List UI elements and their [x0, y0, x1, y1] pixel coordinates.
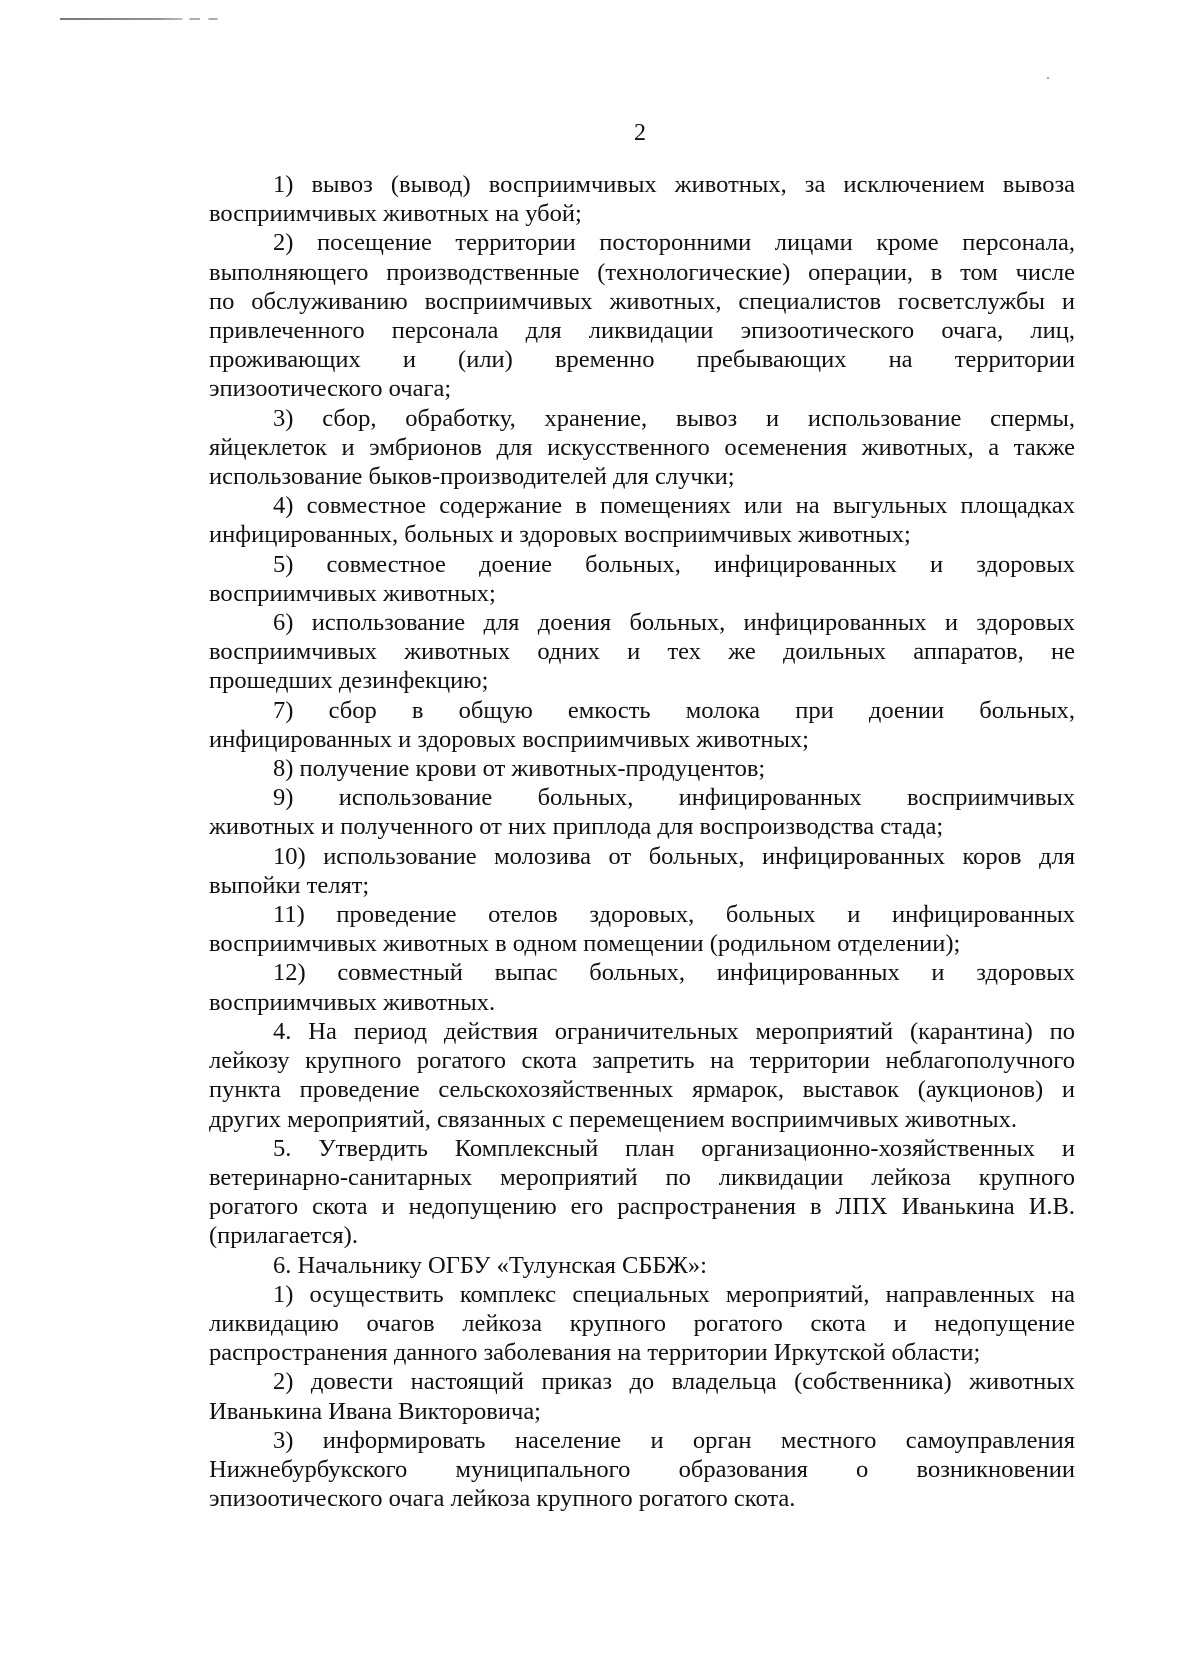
- text-line: Иванькина Ивана Викторовича;: [209, 1397, 541, 1425]
- paragraph: [209, 608, 1075, 696]
- text-line: рогатого скота и недопущению его распространения в ЛПХ Иванькина И.В.: [209, 1193, 1075, 1221]
- scan-artifact-line: [60, 18, 235, 20]
- text-line: 4) совместное содержание в помещениях или на выгульных площадках: [273, 492, 1075, 520]
- text-line: 2) посещение территории посторонними лицами кроме персонала,: [273, 229, 1075, 257]
- text-line: 10) использование молозива от больных, инфицированных коров для: [273, 842, 1075, 870]
- text-line: ветеринарно-санитарных мероприятий по ликвидации лейкоза крупного: [209, 1163, 1075, 1191]
- text-line: 4. На период действия ограничительных мероприятий (карантина) по: [273, 1017, 1075, 1045]
- text-line: восприимчивых животных;: [209, 579, 496, 607]
- text-line: 6) использование для доения больных, инфицированных и здоровых: [273, 609, 1075, 637]
- paragraph: [209, 754, 1075, 783]
- text-line: 5) совместное доение больных, инфицированных и здоровых: [273, 550, 1075, 578]
- text-line: ликвидацию очагов лейкоза крупного рогатого скота и недопущение: [209, 1309, 1075, 1337]
- text-line: восприимчивых животных на убой;: [209, 200, 582, 228]
- text-line: 9) использование больных, инфицированных восприимчивых: [273, 784, 1075, 812]
- text-line: Нижнебурбукского муниципального образования о возникновении: [209, 1455, 1075, 1483]
- scan-speck: [1047, 77, 1049, 79]
- paragraph: [209, 1251, 1075, 1280]
- paragraph: [209, 842, 1075, 900]
- text-line: 1) вывоз (вывод) восприимчивых животных, за исключением вывоза: [273, 171, 1075, 198]
- paragraph: [209, 1280, 1075, 1368]
- text-line: по обслуживанию восприимчивых животных, специалистов госветслужбы и: [209, 287, 1075, 315]
- text-line: 3) информировать население и орган местного самоуправления: [273, 1426, 1075, 1454]
- text-line: 11) проведение отелов здоровых, больных и инфицированных: [273, 901, 1075, 929]
- text-line: эпизоотического очага лейкоза крупного рогатого скота.: [209, 1485, 796, 1513]
- text-line: животных и полученного от них приплода для воспроизводства стада;: [209, 813, 944, 841]
- text-line: 12) совместный выпас больных, инфицированных и здоровых: [273, 959, 1075, 987]
- text-line: восприимчивых животных в одном помещении (родильном отделении);: [209, 930, 961, 958]
- text-line: 5. Утвердить Комплексный план организационно-хозяйственных и: [273, 1134, 1075, 1162]
- paragraph: [209, 228, 1075, 403]
- text-line: 2) довести настоящий приказ до владельца (собственника) животных: [273, 1368, 1075, 1396]
- paragraph: [209, 1134, 1075, 1251]
- paragraph: [209, 404, 1075, 492]
- text-line: выпойки телят;: [209, 871, 370, 899]
- paragraph: [209, 1426, 1075, 1514]
- document-body: [209, 170, 1075, 1513]
- text-line: привлеченного персонала для ликвидации эпизоотического очага, лиц,: [209, 317, 1075, 345]
- text-line: яйцеклеток и эмбрионов для искусственного осеменения животных, а также: [209, 433, 1075, 461]
- paragraph: [209, 491, 1075, 549]
- paragraph: [209, 900, 1075, 958]
- paragraph: [209, 696, 1075, 754]
- text-line: 7) сбор в общую емкость молока при доении больных,: [273, 696, 1075, 724]
- text-line: 6. Начальнику ОГБУ «Тулунская СББЖ»:: [273, 1251, 707, 1279]
- text-line: лейкозу крупного рогатого скота запретить на территории неблагополучного: [209, 1047, 1075, 1075]
- text-line: выполняющего производственные (технологические) операции, в том числе: [209, 258, 1075, 286]
- text-line: 8) получение крови от животных-продуцентов;: [273, 755, 766, 783]
- text-line: инфицированных, больных и здоровых восприимчивых животных;: [209, 521, 911, 549]
- page-number: 2: [634, 120, 646, 146]
- paragraph: [209, 550, 1075, 608]
- text-line: 3) сбор, обработку, хранение, вывоз и использование спермы,: [273, 404, 1075, 432]
- text-line: инфицированных и здоровых восприимчивых животных;: [209, 725, 809, 753]
- text-line: эпизоотического очага;: [209, 375, 452, 403]
- text-line: (прилагается).: [209, 1222, 358, 1250]
- text-line: распространения данного заболевания на территории Иркутской области;: [209, 1339, 981, 1367]
- paragraph: [209, 958, 1075, 1016]
- text-line: прошедших дезинфекцию;: [209, 667, 489, 695]
- text-line: 1) осуществить комплекс специальных мероприятий, направленных на: [273, 1280, 1075, 1308]
- paragraph: [209, 783, 1075, 841]
- text-line: восприимчивых животных.: [209, 988, 496, 1016]
- paragraph: [209, 1367, 1075, 1425]
- text-line: использование быков-производителей для случки;: [209, 463, 735, 491]
- text-line: других мероприятий, связанных с перемещением восприимчивых животных.: [209, 1105, 1018, 1133]
- text-line: проживающих и (или) временно пребывающих на территории: [209, 346, 1075, 374]
- paragraph: [209, 170, 1075, 228]
- text-line: восприимчивых животных одних и тех же доильных аппаратов, не: [209, 638, 1075, 666]
- paragraph: [209, 1017, 1075, 1134]
- text-line: пункта проведение сельскохозяйственных ярмарок, выставок (аукционов) и: [209, 1076, 1075, 1104]
